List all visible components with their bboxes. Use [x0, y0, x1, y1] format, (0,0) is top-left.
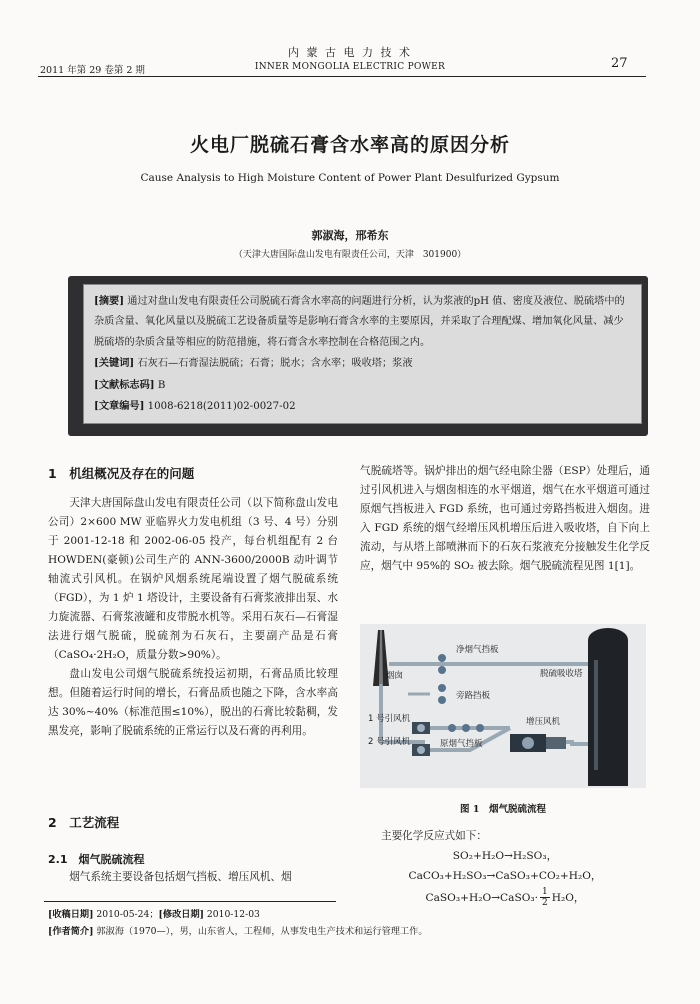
footnote-dates [48, 906, 648, 923]
affiliation: （天津大唐国际盘山发电有限责任公司，天津 301900） [233, 250, 467, 260]
section-2-1-paragraph-continued: 气脱硫塔等。锅炉排出的烟气经电除尘器（ESP）处理后，通过引风机进入与烟囱相连的水平烟道，烟气在水平烟道可通过原烟气挡板进入 FGD 系统，也可通过旁路挡板进入烟囱。进入 FGD 系统的烟气经增压风机增压后进入吸收塔，自下向上流动，与从塔上部喷淋而下的石灰石浆液充分接触发生化学反应，烟气中 95%的 SO₂ 被去除。烟气脱硫流程见图 1[1]。 [360, 465, 650, 572]
keywords [94, 353, 631, 374]
article-title: 火电厂脱硫石膏含水率高的原因分析 [189, 134, 510, 156]
section-1-paragraph-1: 天津大唐国际盘山发电有限责任公司（以下简称盘山发电公司）2×600 MW 亚临界火力发电机组（3 号、4 号）分别于 2001-12-18 和 2002-06-05 投产，每台机组配有 2 台 HOWDEN(豪顿)公司生产的 ANN-3600/2000B 动叶调节轴流式引风机。在锅炉风烟系统尾端设置了烟气脱硫系统（FGD），为 1 炉 1 塔设计，主要设备有石膏浆液排出泵、水力旋流器、石膏浆液罐和皮带脱水机等。采用石灰石—石膏湿法进行烟气脱硫，脱硫剂为石灰石，主要副产品是石膏（CaSO₄·2H₂O，质量分数>90%）。 [48, 497, 338, 661]
figure-1 [360, 624, 646, 788]
equation-3 [360, 887, 650, 908]
doc-code-value: B [157, 379, 166, 391]
footnote-rule [44, 901, 336, 902]
author-intro: 郭淑海（1970—），男，山东省人，工程师，从事发电生产技术和运行管理工作。 [96, 926, 428, 937]
abstract [94, 291, 631, 353]
figure-1-caption: 图 1 烟气脱硫流程 [460, 804, 546, 815]
reactions-intro: 主要化学反应式如下： [381, 830, 487, 842]
bypass-damper-icon [438, 684, 446, 704]
equation-3-fraction [540, 887, 550, 908]
booster-fan-icon [510, 734, 566, 752]
received-label: [收稿日期] [48, 909, 94, 920]
fan-2-icon [412, 744, 430, 756]
authors: 郭淑海，邢希东 [311, 229, 389, 242]
article-number [94, 396, 631, 417]
equation-3-denominator: 2 [542, 898, 548, 908]
article-number-value: 1008-6218(2011)02-0027-02 [147, 401, 296, 413]
abstract-label: [摘要] [94, 295, 125, 307]
article-number-label: [文章编号] [94, 400, 145, 413]
equation-3-right: H₂O， [551, 892, 585, 904]
section-2-1-heading: 2.1 烟气脱硫流程 [48, 853, 145, 866]
keywords-text: 石灰石—石膏湿法脱硫；石膏；脱水；含水率；吸收塔；浆液 [137, 358, 413, 370]
article-title-en: Cause Analysis to High Moisture Content of Power Plant Desulfurized Gypsum [140, 172, 560, 184]
equation-2: CaCO₃+H₂SO₃→CaSO₃+CO₂+H₂O， [408, 870, 602, 882]
label-fan-1: 1 号引风机 [368, 714, 411, 724]
flue-gas-diagram [360, 624, 646, 788]
issue-info: 2011 年第 29 卷第 2 期 [40, 65, 145, 76]
section-1-paragraph-2: 盘山发电公司烟气脱硫系统投运初期，石膏品质比较理想。但随着运行时间的增长，石膏品质也随之下降，含水率高达 30%~40%（标准范围≤10%），脱出的石膏比较黏稠，发黑发亮，影响了脱硫系统的正常运行以及石膏的再利用。 [48, 668, 338, 737]
author-intro-label: [作者简介] [48, 926, 94, 937]
keywords-label: [关键词] [94, 357, 135, 370]
doc-code [94, 375, 631, 396]
label-raw-damper: 原烟气挡板 [440, 739, 483, 749]
left-column [48, 464, 338, 741]
label-clean-damper: 净烟气挡板 [456, 645, 499, 655]
label-booster: 增压风机 [526, 717, 561, 727]
abstract-box [83, 284, 642, 424]
revised-label: [修改日期] [158, 909, 204, 920]
footnote-author [48, 923, 648, 940]
page-number: 27 [611, 56, 628, 71]
received-date: 2010-05-24； [96, 909, 159, 920]
section-2-1-paragraph-start: 烟气系统主要设备包括烟气挡板、增压风机、烟 [69, 871, 292, 883]
fan-1-icon [412, 722, 430, 734]
label-bypass-damper: 旁路挡板 [456, 691, 491, 701]
section-1-heading: 1 机组概况及存在的问题 [48, 466, 195, 481]
journal-name-en: INNER MONGOLIA ELECTRIC POWER [254, 62, 446, 72]
header-rule [38, 76, 646, 77]
label-tower: 脱硫吸收塔 [540, 669, 583, 679]
label-chimney: 烟囱 [386, 671, 404, 681]
raw-gas-damper-icon [448, 724, 484, 732]
revised-date: 2010-12-03 [206, 909, 260, 920]
label-fan-2: 2 号引风机 [368, 737, 411, 747]
abstract-text: 通过对盘山发电有限责任公司脱硫石膏含水率高的问题进行分析，认为浆液的pH 值、密度及液位、脱硫塔中的杂质含量、氧化风量以及脱硫工艺设备质量等是影响石膏含水率的主要原因，并采取了合理配煤、增加氧化风量、减少脱硫塔的杂质含量等相应的防范措施，将石膏含水率控制在合格范围之内。 [94, 296, 625, 348]
section-2-heading: 2 工艺流程 [48, 815, 120, 830]
journal-name-cn: 内 蒙 古 电 力 技 术 [288, 46, 412, 59]
equation-3-numerator: 1 [542, 887, 548, 897]
equation-1: SO₂+H₂O→H₂SO₃， [452, 850, 558, 862]
doc-code-label: [文献标志码] [94, 378, 155, 391]
footnote [48, 906, 648, 940]
equation-3-left: CaSO₃+H₂O→CaSO₃· [425, 891, 538, 904]
